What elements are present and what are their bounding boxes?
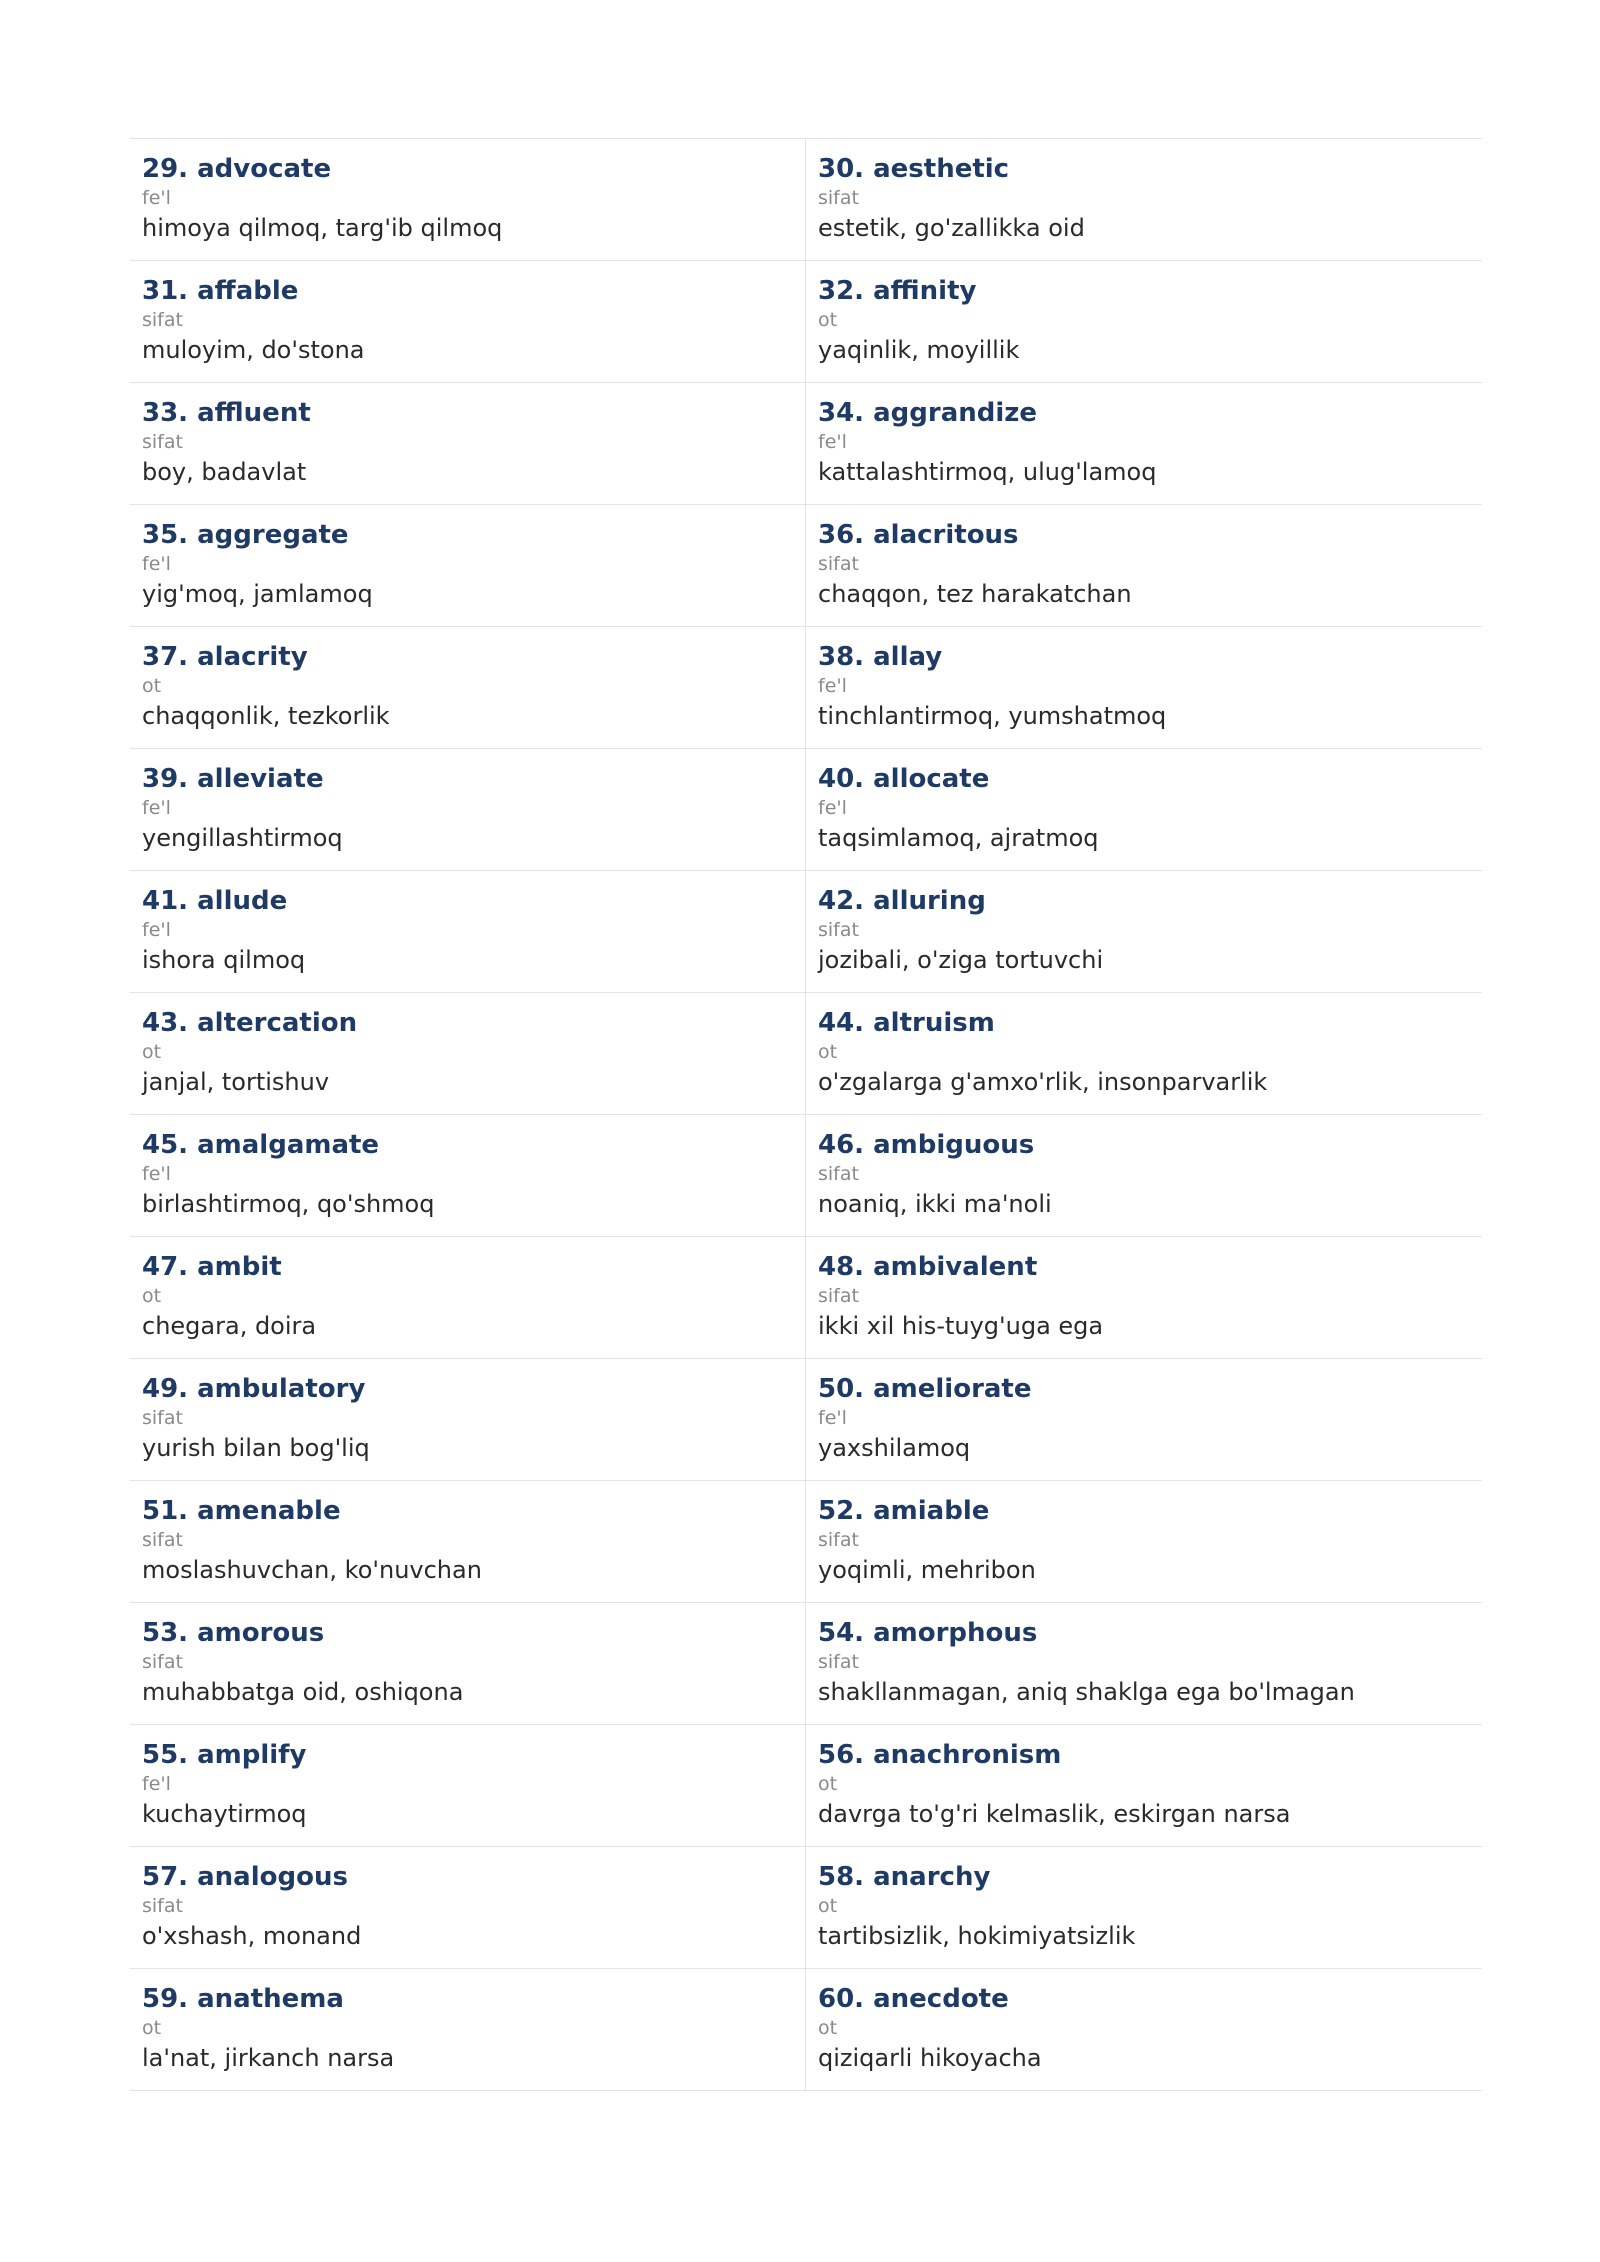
vocab-entry [130,1847,806,1969]
vocab-definition: yurish bilan bog'liq [142,1434,370,1462]
vocab-entry [806,383,1482,505]
part-of-speech: sifat [142,1407,183,1429]
vocab-definition: tinchlantirmoq, yumshatmoq [818,702,1167,730]
part-of-speech: ot [142,1285,162,1307]
vocab-entry [806,1847,1482,1969]
vocab-entry [130,1481,806,1603]
vocab-term: 42. alluring [818,886,986,916]
vocab-definition: ishora qilmoq [142,946,306,974]
part-of-speech: sifat [818,1529,859,1551]
vocabulary-grid [130,138,1482,2091]
vocab-definition: la'nat, jirkanch narsa [142,2044,395,2072]
vocab-term: 41. allude [142,886,288,916]
vocab-definition: taqsimlamoq, ajratmoq [818,824,1099,852]
vocab-entry [130,749,806,871]
vocab-definition: himoya qilmoq, targ'ib qilmoq [142,214,503,242]
vocab-term: 32. affinity [818,276,977,306]
part-of-speech: fe'l [142,797,171,819]
vocab-term: 44. altruism [818,1008,995,1038]
vocab-term: 53. amorous [142,1618,325,1648]
vocab-definition: yaqinlik, moyillik [818,336,1020,364]
vocab-entry [130,139,806,261]
vocab-definition: chegara, doira [142,1312,317,1340]
vocab-term: 40. allocate [818,764,990,794]
part-of-speech: ot [818,1773,838,1795]
vocab-entry [806,749,1482,871]
vocab-term: 51. amenable [142,1496,341,1526]
vocab-term: 43. altercation [142,1008,358,1038]
vocab-definition: muloyim, do'stona [142,336,365,364]
vocab-term: 35. aggregate [142,520,349,550]
vocab-term: 45. amalgamate [142,1130,380,1160]
vocab-term: 48. ambivalent [818,1252,1038,1282]
vocab-term: 52. amiable [818,1496,990,1526]
vocab-term: 37. alacrity [142,642,308,672]
vocab-definition: noaniq, ikki ma'noli [818,1190,1052,1218]
vocab-definition: yengillashtirmoq [142,824,343,852]
vocab-entry [130,993,806,1115]
vocab-definition: chaqqonlik, tezkorlik [142,702,390,730]
part-of-speech: ot [818,2017,838,2039]
vocab-term: 60. anecdote [818,1984,1009,2014]
vocab-term: 36. alacritous [818,520,1019,550]
vocab-entry [130,505,806,627]
vocab-definition: jozibali, o'ziga tortuvchi [818,946,1104,974]
part-of-speech: fe'l [142,1163,171,1185]
part-of-speech: fe'l [142,1773,171,1795]
part-of-speech: sifat [818,1651,859,1673]
vocab-definition: davrga to'g'ri kelmaslik, eskirgan narsa [818,1800,1291,1828]
vocab-entry [806,1481,1482,1603]
vocab-term: 55. amplify [142,1740,307,1770]
vocab-term: 56. anachronism [818,1740,1062,1770]
vocab-definition: yoqimli, mehribon [818,1556,1036,1584]
part-of-speech: fe'l [142,919,171,941]
vocab-term: 29. advocate [142,154,332,184]
vocab-definition: janjal, tortishuv [142,1068,330,1096]
vocab-definition: yaxshilamoq [818,1434,971,1462]
vocab-term: 39. alleviate [142,764,324,794]
vocab-definition: kuchaytirmoq [142,1800,307,1828]
vocab-entry [806,1359,1482,1481]
vocab-term: 31. affable [142,276,299,306]
part-of-speech: sifat [818,919,859,941]
part-of-speech: fe'l [142,187,171,209]
vocab-term: 49. ambulatory [142,1374,366,1404]
part-of-speech: fe'l [818,675,847,697]
vocab-definition: tartibsizlik, hokimiyatsizlik [818,1922,1136,1950]
vocab-entry [130,261,806,383]
part-of-speech: ot [818,309,838,331]
vocab-definition: kattalashtirmoq, ulug'lamoq [818,458,1157,486]
part-of-speech: ot [142,675,162,697]
vocabulary-page [130,138,1482,2091]
vocab-term: 34. aggrandize [818,398,1038,428]
vocab-term: 57. analogous [142,1862,348,1892]
vocab-definition: shakllanmagan, aniq shaklga ega bo'lmagan [818,1678,1355,1706]
vocab-definition: boy, badavlat [142,458,307,486]
vocab-entry [806,1237,1482,1359]
vocab-entry [806,1725,1482,1847]
vocab-term: 50. ameliorate [818,1374,1032,1404]
vocab-entry [130,1969,806,2091]
part-of-speech: sifat [818,1285,859,1307]
vocab-entry [806,1115,1482,1237]
vocab-entry [130,627,806,749]
vocab-entry [130,1115,806,1237]
vocab-entry [806,871,1482,993]
part-of-speech: sifat [818,187,859,209]
vocab-term: 59. anathema [142,1984,344,2014]
vocab-entry [806,139,1482,261]
vocab-entry [130,1237,806,1359]
vocab-entry [806,505,1482,627]
part-of-speech: fe'l [818,431,847,453]
part-of-speech: sifat [142,1651,183,1673]
vocab-entry [806,627,1482,749]
vocab-entry [806,1603,1482,1725]
part-of-speech: sifat [818,1163,859,1185]
vocab-entry [130,383,806,505]
vocab-definition: muhabbatga oid, oshiqona [142,1678,464,1706]
vocab-definition: birlashtirmoq, qo'shmoq [142,1190,435,1218]
vocab-definition: o'xshash, monand [142,1922,362,1950]
vocab-definition: estetik, go'zallikka oid [818,214,1085,242]
vocab-entry [130,1725,806,1847]
vocab-term: 38. allay [818,642,943,672]
vocab-term: 46. ambiguous [818,1130,1035,1160]
part-of-speech: sifat [142,1529,183,1551]
vocab-definition: chaqqon, tez harakatchan [818,580,1132,608]
vocab-term: 54. amorphous [818,1618,1038,1648]
vocab-definition: moslashuvchan, ko'nuvchan [142,1556,482,1584]
part-of-speech: ot [142,2017,162,2039]
vocab-definition: ikki xil his-tuyg'uga ega [818,1312,1104,1340]
vocab-term: 58. anarchy [818,1862,991,1892]
vocab-entry [806,261,1482,383]
part-of-speech: sifat [818,553,859,575]
part-of-speech: fe'l [818,797,847,819]
vocab-definition: o'zgalarga g'amxo'rlik, insonparvarlik [818,1068,1268,1096]
vocab-entry [130,1603,806,1725]
vocab-definition: yig'moq, jamlamoq [142,580,373,608]
part-of-speech: fe'l [142,553,171,575]
vocab-entry [806,993,1482,1115]
vocab-term: 33. affluent [142,398,311,428]
part-of-speech: sifat [142,309,183,331]
part-of-speech: fe'l [818,1407,847,1429]
part-of-speech: sifat [142,1895,183,1917]
part-of-speech: ot [818,1895,838,1917]
vocab-entry [806,1969,1482,2091]
part-of-speech: ot [142,1041,162,1063]
vocab-entry [130,871,806,993]
vocab-term: 47. ambit [142,1252,282,1282]
vocab-entry [130,1359,806,1481]
vocab-definition: qiziqarli hikoyacha [818,2044,1042,2072]
part-of-speech: ot [818,1041,838,1063]
vocab-term: 30. aesthetic [818,154,1010,184]
part-of-speech: sifat [142,431,183,453]
